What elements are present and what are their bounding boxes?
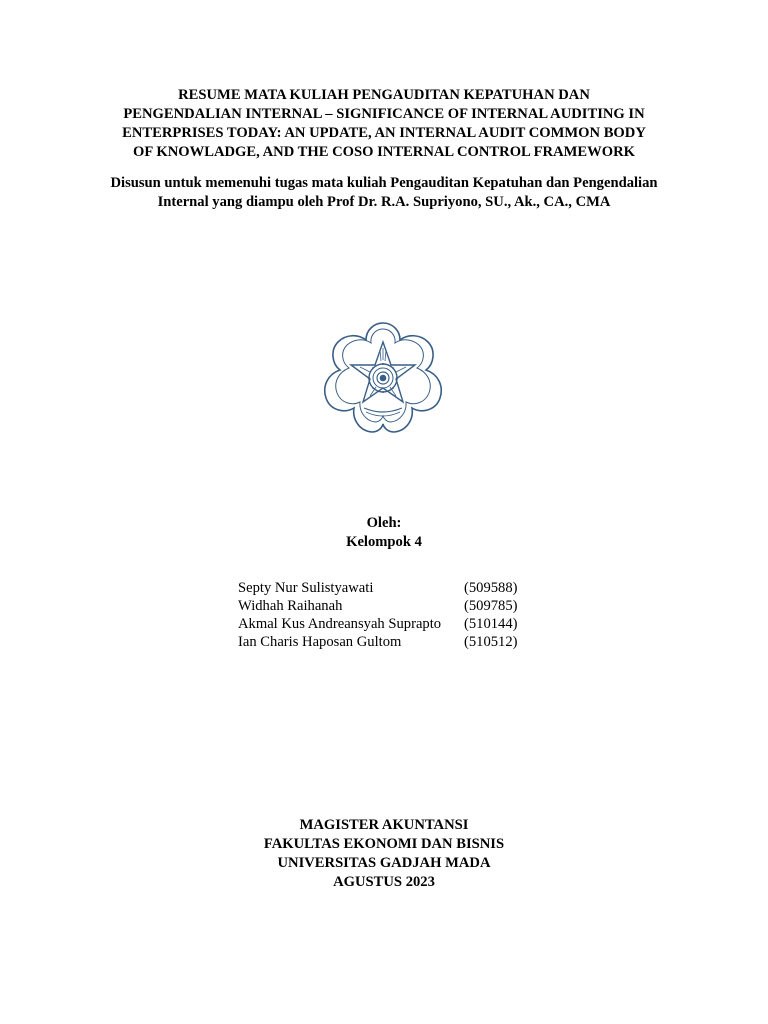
university-seal-icon <box>320 320 446 434</box>
member-name: Septy Nur Sulistyawati <box>238 580 374 596</box>
title-line: PENGENDALIAN INTERNAL – SIGNIFICANCE OF INTERNAL AUDITING IN <box>123 106 645 122</box>
member-nim: (509785) <box>464 598 518 614</box>
subtitle-line: Internal yang diampu oleh Prof Dr. R.A. Supriyono, SU., Ak., CA., CMA <box>157 194 611 210</box>
institution-footer <box>184 816 584 892</box>
program-name: MAGISTER AKUNTANSI <box>299 817 469 833</box>
title-line: ENTERPRISES TODAY: AN UPDATE, AN INTERNAL AUDIT COMMON BODY <box>122 125 646 141</box>
member-nim: (509588) <box>464 580 518 596</box>
member-row <box>238 597 538 615</box>
document-date: AGUSTUS 2023 <box>333 874 435 890</box>
member-row <box>238 615 538 633</box>
member-name: Widhah Raihanah <box>238 598 343 614</box>
member-row <box>238 579 538 597</box>
by-label: Oleh: <box>366 515 402 531</box>
document-subtitle <box>64 174 704 212</box>
title-line: RESUME MATA KULIAH PENGAUDITAN KEPATUHAN DAN <box>178 87 590 103</box>
subtitle-line: Disusun untuk memenuhi tugas mata kuliah Pengauditan Kepatuhan dan Pengendalian <box>110 175 658 191</box>
member-nim: (510144) <box>464 616 518 632</box>
author-block <box>234 514 534 552</box>
title-line: OF KNOWLADGE, AND THE COSO INTERNAL CONTROL FRAMEWORK <box>133 144 635 160</box>
faculty-name: FAKULTAS EKONOMI DAN BISNIS <box>263 836 505 852</box>
group-label: Kelompok 4 <box>346 534 422 550</box>
member-name: Ian Charis Haposan Gultom <box>238 634 402 650</box>
document-title <box>84 86 684 162</box>
member-nim: (510512) <box>464 634 518 650</box>
university-name: UNIVERSITAS GADJAH MADA <box>277 855 491 871</box>
member-list <box>238 579 538 651</box>
member-name: Akmal Kus Andreansyah Suprapto <box>238 616 442 632</box>
member-row <box>238 633 538 651</box>
